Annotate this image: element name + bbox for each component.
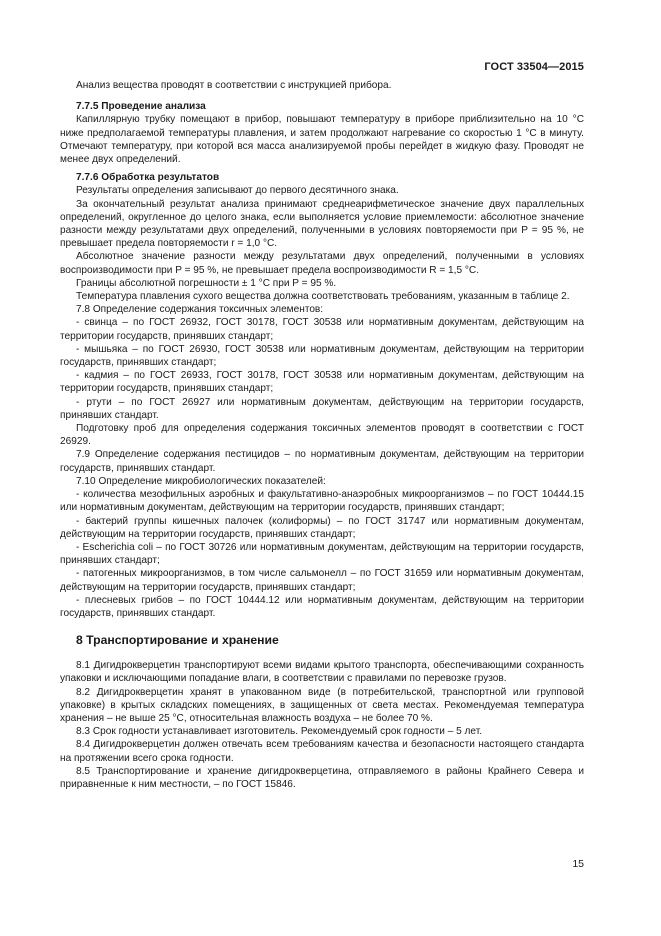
list-item: - количества мезофильных аэробных и факультативно-анаэробных микроорганизмов – по ГОСТ 10444.15 или нормативным документам, действующим на территории государств, принявших стандарт;: [60, 489, 584, 514]
list-item: - плесневых грибов – по ГОСТ 10444.12 или нормативным документам, действующим на территории государств, принявших стандарт.: [60, 594, 584, 619]
paragraph: Анализ вещества проводят в соответствии с инструкцией прибора.: [76, 80, 392, 91]
paragraph: Подготовку проб для определения содержания токсичных элементов проводят в соответствии с ГОСТ 26929.: [60, 423, 584, 448]
list-item: - ртути – по ГОСТ 26927 или нормативным документам, действующим на территории государств, принявших стандарт.: [60, 396, 584, 421]
paragraph: Капиллярную трубку помещают в прибор, повышают температуру в приборе приблизительно на 10 °С ниже предполагаемой температуры плавления, и затем продолжают нагревание со скоростью 1 °С в минуту. Отмечают температуру, при которой вся масса анализируемой пробы перейдет в жидкую фазу. Проводят не менее двух определений.: [60, 114, 584, 166]
clause: 8.4 Дигидрокверцетин должен отвечать всем требованиям качества и безопасности настоящего стандарта на протяжении всего срока годности.: [60, 739, 584, 764]
list-item: - мышьяка – по ГОСТ 26930, ГОСТ 30538 или нормативным документам, действующим на территории государств, принявших стандарт;: [60, 343, 584, 369]
paragraph: Температура плавления сухого вещества должна соответствовать требованиям, указанным в таблице 2.: [76, 291, 570, 303]
list-item: - патогенных микроорганизмов, в том числе сальмонелл – по ГОСТ 31659 или нормативным документам, действующим на территории государств, принявших стандарт;: [60, 568, 584, 593]
clause: 8.1 Дигидрокверцетин транспортируют всеми видами крытого транспорта, обеспечивающими сохранность упаковки и исключающими попадание влаги, в соответствии с правилами по перевозке грузов.: [60, 660, 584, 685]
list-item: - Escherichia coli – по ГОСТ 30726 или нормативным документам, действующим на территории государств, принявших стандарт;: [60, 541, 584, 567]
list-item: - бактерий группы кишечных палочек (колиформы) – по ГОСТ 31747 или нормативным документам, действующим на территории государств, принявших стандарт;: [60, 515, 584, 540]
paragraph: Абсолютное значение разности между результатами двух определений, полученными в условиях воспроизводимости при P = 95 %, не превышает предела воспроизводимости R = 1,5 °С.: [60, 251, 584, 276]
paragraph: Границы абсолютной погрешности ± 1 °С при P = 95 %.: [76, 277, 337, 289]
clause: 7.9 Определение содержания пестицидов – по нормативным документам, действующим на территории государств, принявших стандарт.: [60, 449, 584, 474]
list-item: - свинца – по ГОСТ 26932, ГОСТ 30178, ГОСТ 30538 или нормативным документам, действующим на территории государств, принявших стандарт;: [60, 317, 584, 342]
clause-heading: 7.8 Определение содержания токсичных элементов:: [76, 304, 324, 316]
clause: 8.2 Дигидрокверцетин хранят в упакованном виде (в потребительской, транспортной или групповой упаковке) в крытых складских помещениях, в защищенных от света местах. Рекомендуемая температура хранения – не выше 25 °С, относительная влажность воздуха – не более 70 %.: [60, 686, 584, 724]
list-item: - кадмия – по ГОСТ 26933, ГОСТ 30178, ГОСТ 30538 или нормативным документам, действующим на территории государств, принявших стандарт;: [60, 370, 584, 395]
subsection-heading: 7.7.6 Обработка результатов: [76, 172, 220, 184]
standard-code: ГОСТ 33504—2015: [484, 61, 584, 73]
subsection-heading: 7.7.5 Проведение анализа: [76, 101, 206, 113]
clause: 8.5 Транспортирование и хранение дигидрокверцетина, отправляемого в районы Крайнего Севера и приравненные к ним местности, – по ГОСТ 15846.: [60, 765, 584, 790]
paragraph: За окончательный результат анализа принимают среднеарифметическое значение двух параллельных определений, округленное до целого знака, если выполняется условие приемлемости: абсолютное значение разности между результатами двух определений, полученными в условиях повторяемости при P = 95 %, не превышает предела повторяемости r = 1,0 °С.: [60, 198, 584, 250]
page-number: 15: [572, 858, 584, 870]
clause-heading: 7.10 Определение микробиологических показателей:: [76, 475, 326, 487]
section-heading: 8 Транспортирование и хранение: [76, 633, 279, 648]
clause: 8.3 Срок годности устанавливает изготовитель. Рекомендуемый срок годности – 5 лет.: [76, 726, 483, 738]
paragraph: Результаты определения записывают до первого десятичного знака.: [76, 185, 399, 197]
body-text: [60, 79, 584, 791]
